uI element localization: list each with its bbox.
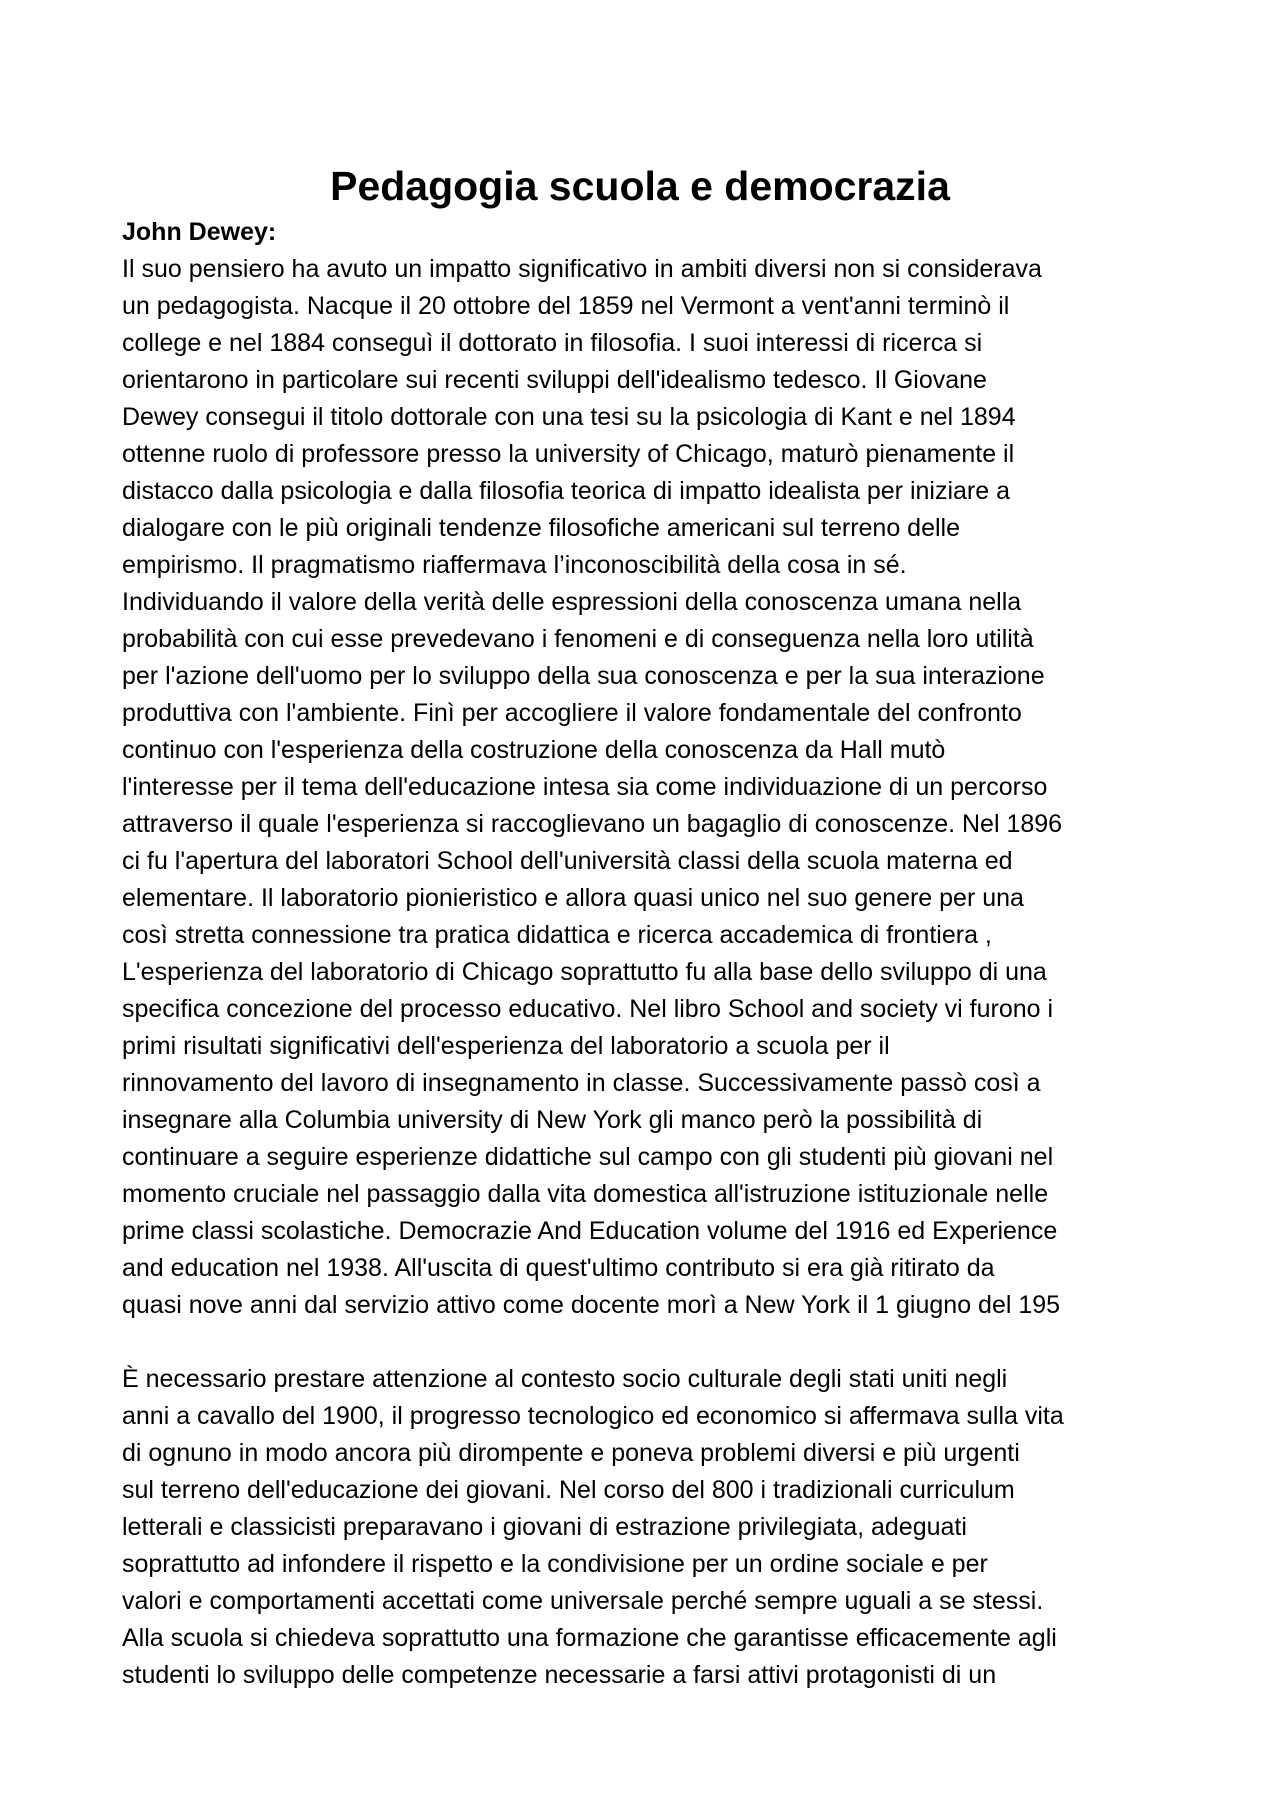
text-line: un pedagogista. Nacque il 20 ottobre del 1859 nel Vermont a vent'anni terminò il	[122, 292, 1010, 320]
text-line: continuare a seguire esperienze didattiche sul campo con gli studenti più giovani nel	[122, 1143, 1054, 1171]
text-line: così stretta connessione tra pratica didattica e ricerca accademica di frontiera ,	[122, 921, 992, 949]
text-line: produttiva con l'ambiente. Finì per accogliere il valore fondamentale del confronto	[122, 699, 1022, 727]
subheading-author: John Dewey:	[122, 218, 277, 246]
text-line: probabilità con cui esse prevedevano i fenomeni e di conseguenza nella loro utilità	[122, 625, 1034, 653]
text-line: elementare. Il laboratorio pionieristico e allora quasi unico nel suo genere per una	[122, 884, 1024, 912]
text-line: anni a cavallo del 1900, il progresso tecnologico ed economico si affermava sulla vita	[122, 1402, 1064, 1430]
text-line: dialogare con le più originali tendenze filosofiche americani sul terreno delle	[122, 514, 961, 542]
document-title: Pedagogia scuola e democrazia	[330, 163, 950, 209]
text-line: insegnare alla Columbia university di New York gli manco però la possibilità di	[122, 1106, 983, 1134]
paragraph-2	[122, 1361, 1182, 1694]
text-line: L'esperienza del laboratorio di Chicago soprattutto fu alla base dello sviluppo di una	[122, 958, 1047, 986]
text-line: prime classi scolastiche. Democrazie And Education volume del 1916 ed Experience	[122, 1217, 1058, 1245]
text-line: È necessario prestare attenzione al contesto socio culturale degli stati uniti negli	[122, 1365, 1008, 1393]
text-line: Individuando il valore della verità delle espressioni della conoscenza umana nella	[122, 588, 1022, 616]
text-line: l'interesse per il tema dell'educazione intesa sia come individuazione di un percorso	[122, 773, 1048, 801]
text-line: sul terreno dell'educazione dei giovani. Nel corso del 800 i tradizionali curriculum	[122, 1476, 1015, 1504]
text-line: studenti lo sviluppo delle competenze necessarie a farsi attivi protagonisti di un	[122, 1661, 997, 1689]
text-line: soprattutto ad infondere il rispetto e la condivisione per un ordine sociale e per	[122, 1550, 988, 1578]
text-line: per l'azione dell'uomo per lo sviluppo della sua conoscenza e per la sua interazione	[122, 662, 1045, 690]
text-line: specifica concezione del processo educativo. Nel libro School and society vi furono i	[122, 995, 1054, 1023]
text-line: Dewey consegui il titolo dottorale con una tesi su la psicologia di Kant e nel 1894	[122, 403, 1016, 431]
text-line: and education nel 1938. All'uscita di quest'ultimo contributo si era già ritirato da	[122, 1254, 995, 1282]
text-line: di ognuno in modo ancora più dirompente e poneva problemi diversi e più urgenti	[122, 1439, 1020, 1467]
text-line: rinnovamento del lavoro di insegnamento in classe. Successivamente passò così a	[122, 1069, 1041, 1097]
paragraph-gap	[122, 1324, 1182, 1361]
text-line: letterali e classicisti preparavano i giovani di estrazione privilegiata, adeguati	[122, 1513, 967, 1541]
text-line: momento cruciale nel passaggio dalla vita domestica all'istruzione istituzionale nelle	[122, 1180, 1049, 1208]
text-line: attraverso il quale l'esperienza si raccoglievano un bagaglio di conoscenze. Nel 1896	[122, 810, 1063, 838]
text-line: valori e comportamenti accettati come universale perché sempre uguali a se stessi.	[122, 1587, 1044, 1615]
text-line: Il suo pensiero ha avuto un impatto significativo in ambiti diversi non si considerava	[122, 255, 1042, 283]
text-line: primi risultati significativi dell'esperienza del laboratorio a scuola per il	[122, 1032, 890, 1060]
paragraph-1	[122, 251, 1182, 1324]
document-body	[122, 214, 1182, 1694]
text-line: college e nel 1884 conseguì il dottorato in filosofia. I suoi interessi di ricerca si	[122, 329, 983, 357]
text-line: orientarono in particolare sui recenti sviluppi dell'idealismo tedesco. Il Giovane	[122, 366, 987, 394]
text-line: Alla scuola si chiedeva soprattutto una formazione che garantisse efficacemente agli	[122, 1624, 1057, 1652]
text-line: empirismo. Il pragmatismo riaffermava l’inconoscibilità della cosa in sé.	[122, 551, 907, 579]
text-line: distacco dalla psicologia e dalla filosofia teorica di impatto idealista per iniziare a	[122, 477, 1010, 505]
text-line: continuo con l'esperienza della costruzione della conoscenza da Hall mutò	[122, 736, 946, 764]
text-line: ci fu l'apertura del laboratori School dell'università classi della scuola materna ed	[122, 847, 1013, 875]
text-line: ottenne ruolo di professore presso la university of Chicago, maturò pienamente il	[122, 440, 1015, 468]
text-line: quasi nove anni dal servizio attivo come docente morì a New York il 1 giugno del 195	[122, 1291, 1061, 1319]
